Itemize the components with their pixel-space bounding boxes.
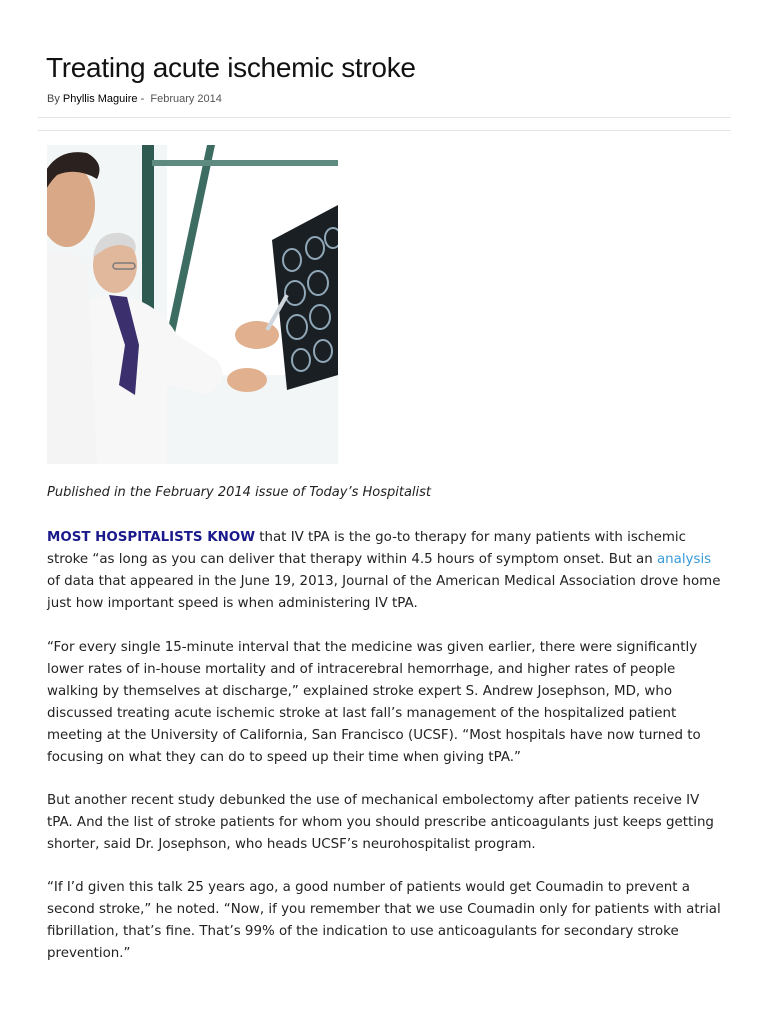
paragraph-2: “For every single 15-minute interval that the medicine was given earlier, there were significantly lower rates of in-house mortality and of intracerebral hemorrhage, and higher rates of people walking by themselves at discharge,” explained stroke expert S. Andrew Josephson, MD, who discussed treating acute ischemic stroke at last fall’s management of the hospitalized patient meeting at the University of California, San Francisco (UCSF). “Most hospitals have now turned to focusing on what they can do to speed up their time when giving tPA.”	[47, 640, 701, 765]
paragraph-1-text-a: that IV tPA is the go-to therapy for many patients with ischemic stroke “as long as you can deliver that therapy within 4.5 hours of symptom onset. But an	[47, 530, 687, 567]
byline-by: By	[47, 93, 60, 105]
author-link[interactable]: Phyllis Maguire	[62, 93, 138, 105]
byline	[47, 93, 222, 105]
article-photo	[47, 145, 338, 464]
divider-top	[38, 117, 731, 118]
article-title: Treating acute ischemic stroke	[46, 52, 416, 83]
doctors-xray-illustration	[47, 145, 338, 464]
paragraph-1-text-b: of data that appeared in the June 19, 2013, Journal of the American Medical Association drove home just how important speed is when administering IV tPA.	[47, 574, 721, 611]
analysis-link[interactable]: analysis	[656, 552, 712, 567]
lead-in-text: MOST HOSPITALISTS KNOW	[47, 530, 255, 545]
divider-bottom	[38, 130, 731, 131]
publication-caption: Published in the February 2014 issue of Today’s Hospitalist	[47, 485, 432, 500]
byline-separator: -	[140, 93, 145, 105]
paragraph-4: “If I’d given this talk 25 years ago, a good number of patients would get Coumadin to prevent a second stroke,” he noted. “Now, if you remember that we use Coumadin only for patients with atrial fibrillation, that’s fine. That’s 99% of the indication to use anticoagulants for secondary stroke prevention.”	[47, 880, 721, 961]
publish-date: February 2014	[150, 93, 222, 105]
paragraph-1	[47, 527, 727, 615]
paragraph-3: But another recent study debunked the use of mechanical embolectomy after patients receive IV tPA. And the list of stroke patients for whom you should prescribe anticoagulants just keeps getting shorter, said Dr. Josephson, who heads UCSF’s neurohospitalist program.	[47, 793, 714, 852]
